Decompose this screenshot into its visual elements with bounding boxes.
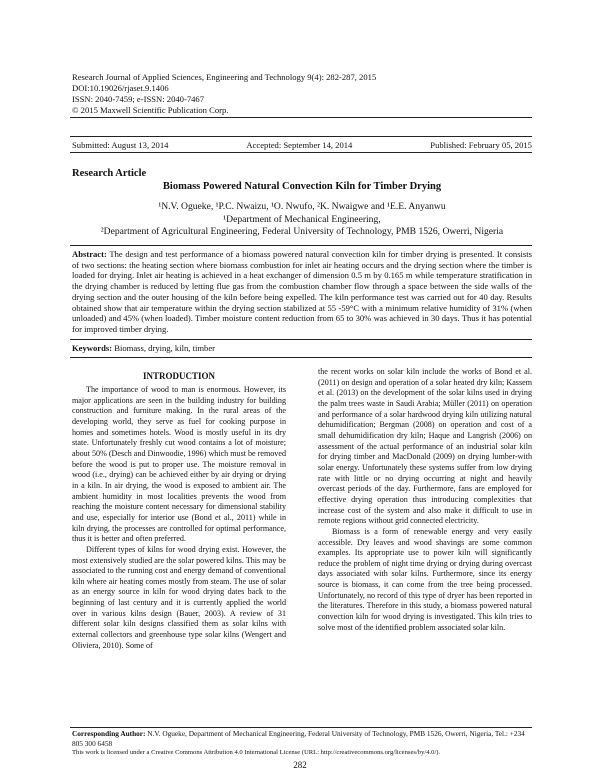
corr-text: N.V. Ogueke, Department of Mechanical Engineering, Federal University of Technology, PMB 1526, Owerri, Nigeria, Tel.: +234 805 300 6458 xyxy=(72,729,525,748)
author-list: ¹N.V. Ogueke, ¹P.C. Nwaizu, ¹O. Nwufo, ²K. Nwaigwe and ¹E.E. Anyanwu xyxy=(158,201,446,212)
affiliation-1: ¹Department of Mechanical Engineering, xyxy=(223,213,381,225)
license-note: This work is licensed under a Creative Commons Attribution 4.0 International License (URL: http://creativecommons.org/licenses/by/4.0/). xyxy=(72,749,441,756)
header-rule-mid xyxy=(70,136,532,137)
abstract xyxy=(72,249,532,335)
published-date: Published: February 05, 2015 xyxy=(430,140,532,150)
submitted-date: Submitted: August 13, 2014 xyxy=(72,140,169,150)
footer-rule xyxy=(70,727,532,728)
column-left xyxy=(72,385,286,651)
corr-label: Corresponding Author: xyxy=(72,729,146,738)
abstract-text: The design and test performance of a biomass powered natural convection kiln for timber drying is presented. It consists of two sections: the heating section where biomass combustion for inlet air heating occurs and the drying section where the timber is loaded for drying. Inlet air heating is achieved in a heat exchanger of dimension 0.5 m by 0.165 m while temperature stratification in the drying chamber is reduced by letting flue gas from the combustion chamber flow through a space between the side walls of the drying section and the outer housing of the kiln before being expelled. The kiln performance test was carried out for 40 day. Results obtained show that air temperature within the drying section stabilized at 55 -59°C with a minimum relative humidity of 31% (when unloaded) and 45% (when loaded). Timber moisture content reduction from 65 to 30% was achieved in 30 days. Thus it has potential for improved timber drying. xyxy=(72,249,532,334)
journal-citation: Research Journal of Applied Sciences, Engineering and Technology 9(4): 282-287, 2015 xyxy=(72,72,377,82)
copyright: © 2015 Maxwell Scientific Publication Corp. xyxy=(72,105,229,115)
paragraph: Biomass is a form of renewable energy and very easily accessible. Dry leaves and wood shavings are some common examples. Its appropriate use to power kiln will significantly reduce the problem of night time drying or drying during overcast days associated with solar kilns. Furthermore, since its energy source is biomass, it can come from the tree being processed. Unfortunately, no record of this type of dryer has been reported in the literatures. Therefore in this study, a biomass powered natural convection kiln for wood drying is investigated. This kiln tries to solve most of the identified problem associated solar kiln. xyxy=(318,526,532,632)
header-rule-bottom xyxy=(70,152,532,153)
affiliation-2: ²Department of Agricultural Engineering, Federal University of Technology, PMB 1526, Owerri, Nigeria xyxy=(100,226,504,237)
keywords-rule xyxy=(70,357,532,358)
abstract-rule-top xyxy=(70,245,532,246)
paragraph: The importance of wood to man is enormous. However, its major applications are seen in the building industry for building construction and furniture making. In the rural areas of the developing world, they serve as fuel for cooking purpose in homes and sometimes hotels. Wood is mostly useful in its dry state. Unfortunately freshly cut wood contains a lot of moisture; about 50% (Desch and Dinwoodie, 1996) which must be removed before the wood is put to proper use. The moisture removal in wood (i.e., drying) can be achieved either by air drying or drying in a kiln. In air drying, the wood is exposed to ambient air. The ambient humidity in most localities prevents the wood from reaching the moisture content necessary for dimensional stability and use, especially for interior use (Bond et al., 2011) while in kiln drying, the processes are controlled for optimal performance, thus it is better and often preferred. xyxy=(72,385,286,544)
paragraph: the recent works on solar kiln include the works of Bond et al. (2011) on design and operation of a solar heated dry kiln; Kassem et al. (2013) on the development of the solar kilns used in drying the palm trees waste in Saudi Arabia; Müller (2011) on operation and performance of a solar hardwood drying kiln utilizing natural dehumidification; Bergman (2008) on operation and cost of a small dehumidification dry kiln; Haque and Langrish (2006) on assessment of the actual performance of an industrial solar kiln for drying timber and MacDonald (2009) on drying lumber-with solar energy. Unfortunately these systems suffer from low drying rate with little or no drying occurring at night and heavily overcast periods of the day. Furthermore, fans are employed for effective drying operation thus introducing complexities that increase cost of the system and also make it difficult to use in remote regions without grid connected electricity. xyxy=(318,367,532,526)
date-row xyxy=(72,140,532,150)
author-block xyxy=(72,201,532,239)
page-number: 282 xyxy=(293,760,307,770)
paragraph: Different types of kilns for wood drying exist. However, the most extensively studied are the solar powered kilns. This may be associated to the running cost and energy demand of conventional kiln where air heating comes mostly from steam. The use of solar as an energy source in kiln for wood drying dates back to the beginning of last century and it is currently applied the world over in various kilns design (Bauer, 2003). A review of 31 different solar kiln designs classified them as solar kilns with external collectors and greenhouse type solar kilns (Wengert and Oliviera, 2010). Some of xyxy=(72,544,286,650)
keywords xyxy=(72,343,532,353)
doi: DOI:10.19026/rjaset.9.1406 xyxy=(72,83,169,93)
keywords-text: Biomass, drying, kiln, timber xyxy=(114,343,215,353)
paper-title: Biomass Powered Natural Convection Kiln for Timber Drying xyxy=(162,181,442,192)
issn: ISSN: 2040-7459; e-ISSN: 2040-7467 xyxy=(72,94,205,104)
keywords-label: Keywords: xyxy=(72,343,113,353)
corresponding-author xyxy=(72,729,532,748)
article-type: Research Article xyxy=(72,168,147,179)
column-right xyxy=(318,367,532,633)
abstract-label: Abstract: xyxy=(72,249,107,259)
header-rule-top xyxy=(70,117,532,118)
accepted-date: Accepted: September 14, 2014 xyxy=(246,140,353,150)
abstract-rule-bottom xyxy=(70,339,532,340)
section-heading: INTRODUCTION xyxy=(142,371,215,381)
